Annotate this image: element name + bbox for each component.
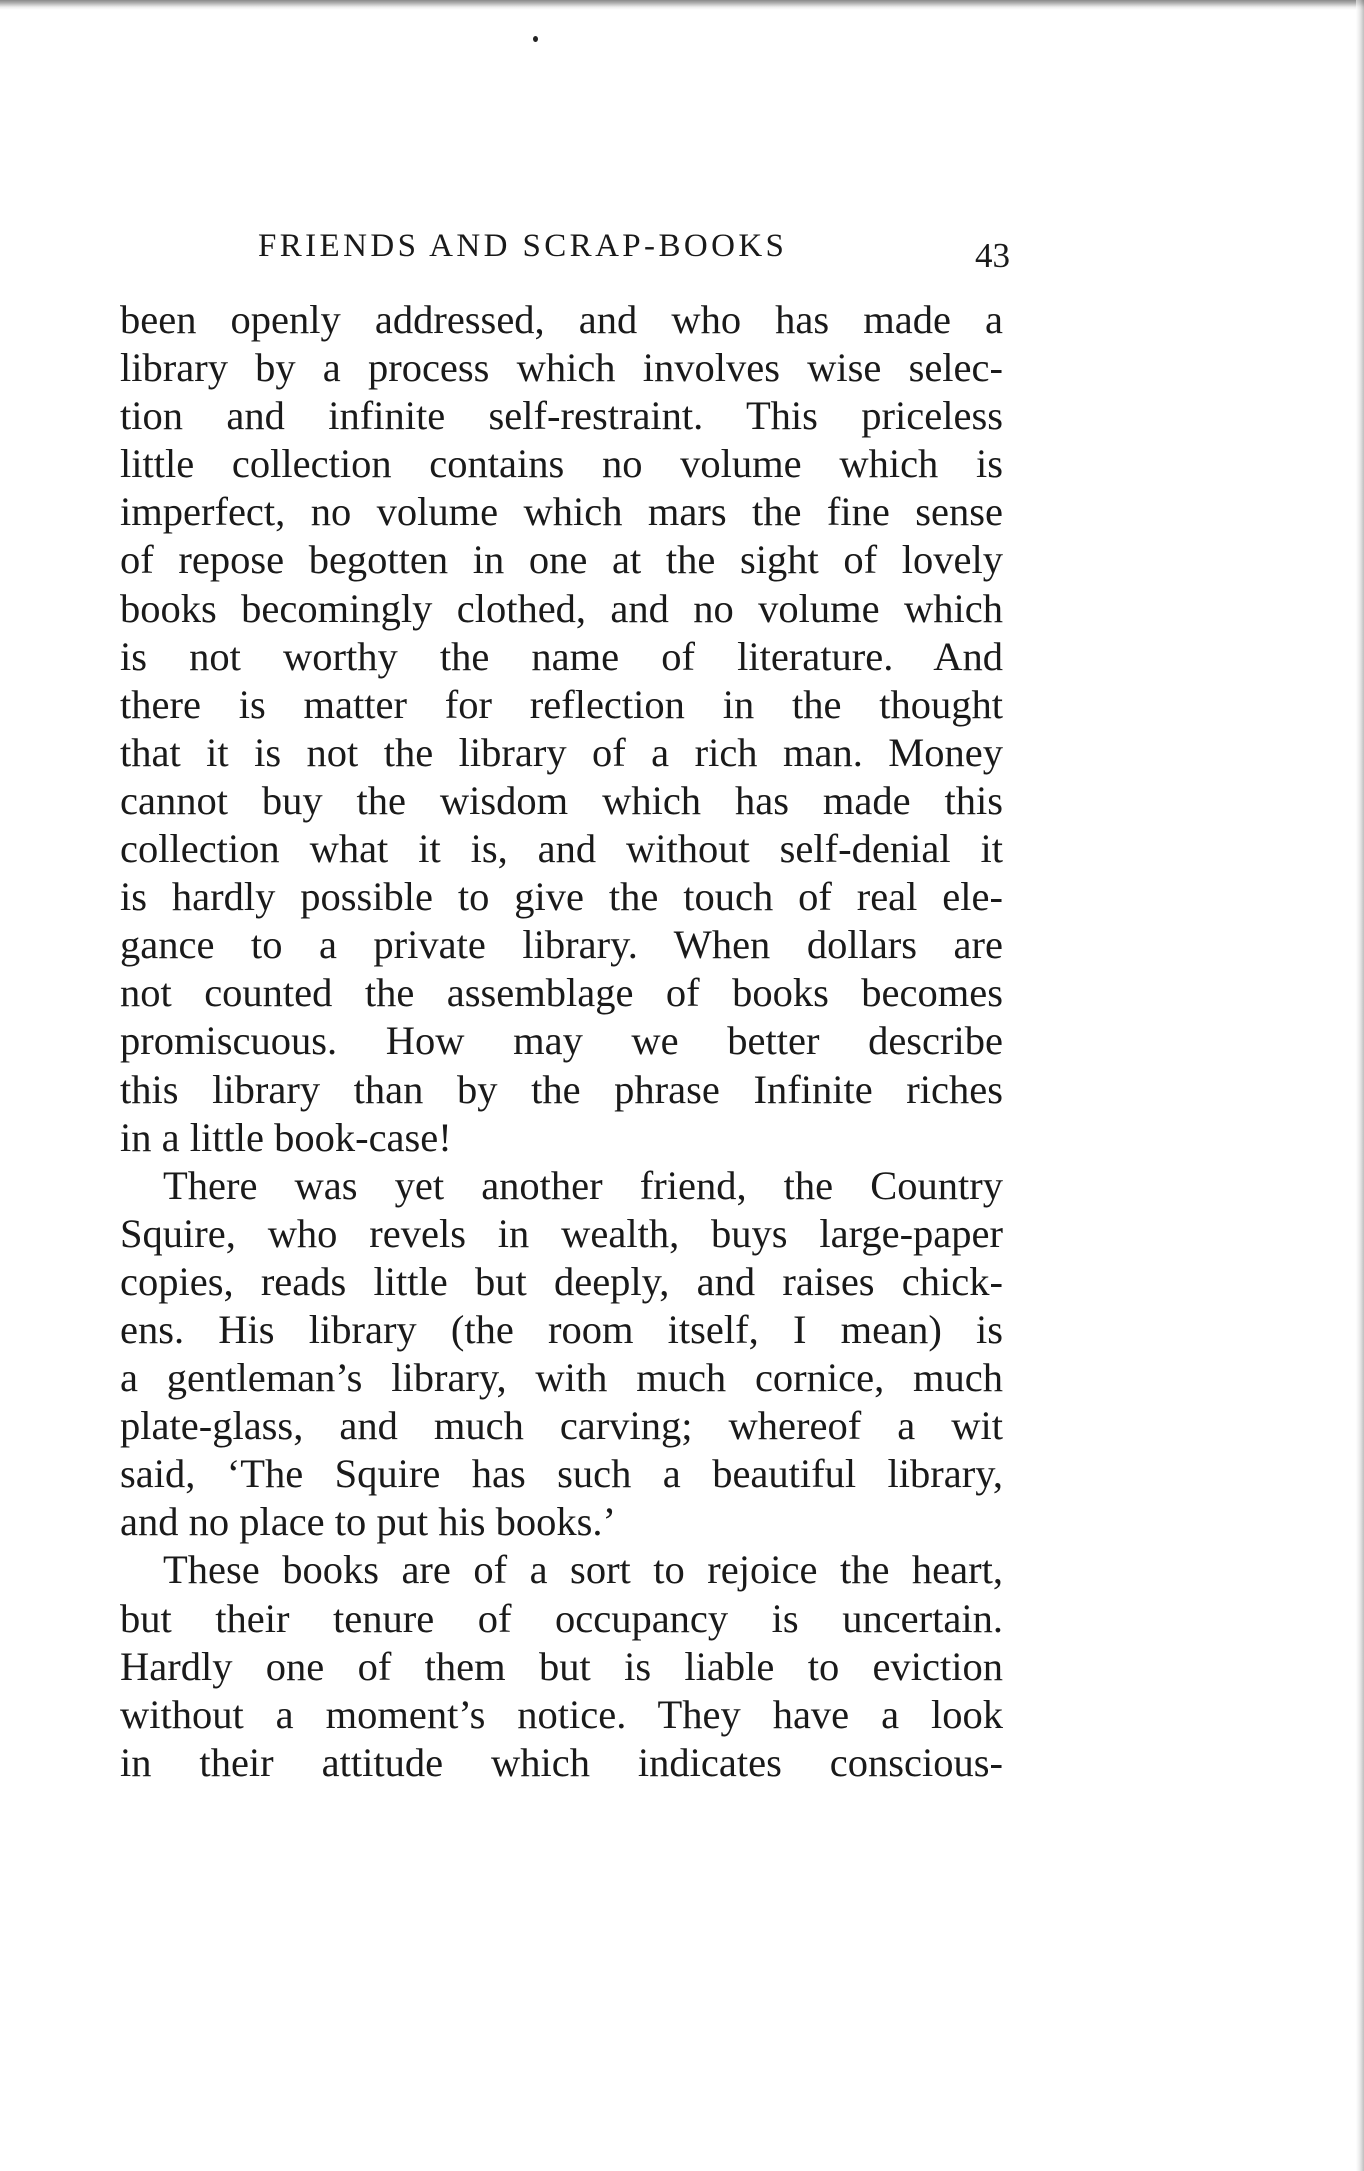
text-line: copies, reads little but deeply, and raises chick-: [120, 1258, 1003, 1304]
text-line: little collection contains no volume which is: [120, 441, 1003, 487]
running-title: FRIENDS AND SCRAP-BOOKS: [258, 228, 788, 264]
text-line: been openly addressed, and who has made a: [120, 297, 1003, 342]
paragraph: [120, 1162, 1003, 1547]
text-line: without a moment’s notice. They have a look: [120, 1691, 1003, 1737]
text-line: but their tenure of occupancy is uncertain.: [120, 1595, 1003, 1641]
text-line: this library than by the phrase Infinite riches: [120, 1066, 1003, 1112]
text-line: There was yet another friend, the Country: [163, 1162, 1003, 1208]
text-line: there is matter for reflection in the thought: [120, 681, 1003, 727]
text-line: collection what it is, and without self-denial it: [120, 826, 1003, 872]
text-line: books becomingly clothed, and no volume which: [120, 585, 1003, 631]
text-line: in their attitude which indicates conscious-: [120, 1739, 1003, 1785]
text-line: is hardly possible to give the touch of real ele-: [120, 874, 1003, 920]
text-line: ens. His library (the room itself, I mean) is: [120, 1306, 1003, 1352]
text-line: a gentleman’s library, with much cornice, much: [120, 1355, 1003, 1401]
text-line: not counted the assemblage of books becomes: [120, 970, 1003, 1016]
text-line: and no place to put his books.’: [120, 1499, 617, 1545]
text-line: is not worthy the name of literature. And: [120, 633, 1003, 679]
text-line: cannot buy the wisdom which has made this: [120, 777, 1003, 823]
print-speck: [533, 36, 538, 42]
text-line: plate-glass, and much carving; whereof a wit: [120, 1403, 1003, 1449]
scan-right-edge: [1356, 0, 1364, 2171]
text-line: tion and infinite self-restraint. This priceless: [120, 393, 1003, 439]
text-line: These books are of a sort to rejoice the heart,: [163, 1547, 1003, 1593]
text-line: Squire, who revels in wealth, buys large-paper: [120, 1210, 1003, 1256]
paragraph: [120, 1546, 1003, 1786]
body-text: [120, 296, 1003, 1787]
text-line: imperfect, no volume which mars the fine sense: [120, 489, 1003, 535]
text-line: of repose begotten in one at the sight of lovely: [120, 537, 1003, 583]
text-line: library by a process which involves wise selec-: [120, 345, 1003, 391]
running-head: [120, 228, 1010, 278]
text-line: in a little book-case!: [120, 1114, 452, 1160]
text-line: that it is not the library of a rich man. Money: [120, 729, 1003, 775]
text-line: said, ‘The Squire has such a beautiful library,: [120, 1451, 1003, 1497]
text-line: Hardly one of them but is liable to eviction: [120, 1643, 1003, 1689]
paragraph: [120, 296, 1003, 1162]
scan-top-edge: [0, 0, 1364, 10]
text-line: gance to a private library. When dollars are: [120, 922, 1003, 968]
page-number: 43: [975, 236, 1010, 275]
text-line: promiscuous. How may we better describe: [120, 1018, 1003, 1064]
